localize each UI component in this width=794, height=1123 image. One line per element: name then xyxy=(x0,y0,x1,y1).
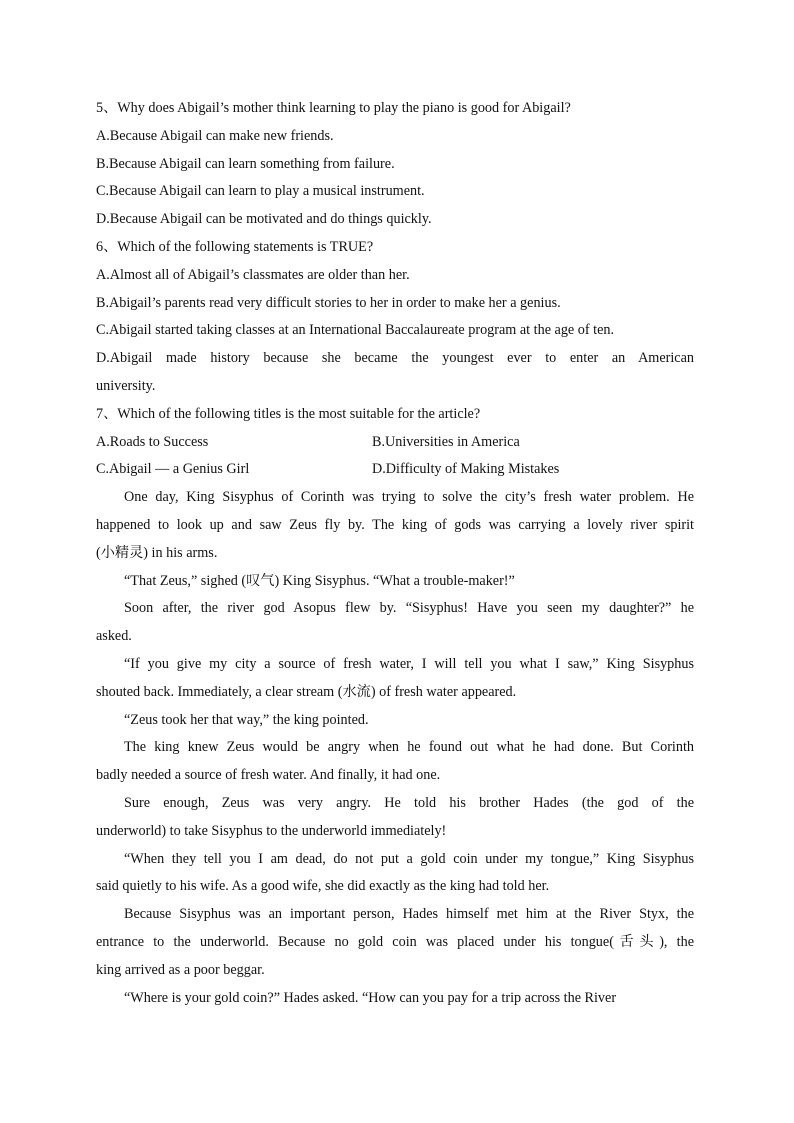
question-5-option-b: B.Because Abigail can learn something from failure. xyxy=(96,155,395,172)
passage-paragraph xyxy=(96,734,694,790)
question-7-options-row-1 xyxy=(96,429,694,457)
question-6-option-d-line2: university. xyxy=(96,377,156,394)
passage-paragraph xyxy=(96,846,694,902)
question-5-stem: 5、Why does Abigail’s mother think learning to play the piano is good for Abigail? xyxy=(96,100,571,116)
passage-line: king arrived as a poor beggar. xyxy=(96,961,265,978)
passage-line: “That Zeus,” sighed (叹气) King Sisyphus. “What a trouble-maker!” xyxy=(124,572,515,589)
passage-line: “Zeus took her that way,” the king pointed. xyxy=(124,711,369,728)
passage-line: entrance to the underworld. Because no gold coin was placed under his tongue(舌头), the xyxy=(96,933,694,950)
passage-line: “If you give my city a source of fresh water, I will tell you what I saw,” King Sisyphus xyxy=(124,655,694,672)
passage-line: Because Sisyphus was an important person, Hades himself met him at the River Styx, the xyxy=(124,906,694,923)
passage-paragraph xyxy=(96,651,694,707)
passage-line: underworld) to take Sisyphus to the underworld immediately! xyxy=(96,822,447,839)
passage-line: shouted back. Immediately, a clear stream (水流) of fresh water appeared. xyxy=(96,683,517,700)
question-7-stem: 7、Which of the following titles is the most suitable for the article? xyxy=(96,405,481,422)
passage-paragraph xyxy=(96,568,694,596)
question-6-stem: 6、Which of the following statements is TRUE? xyxy=(96,238,374,255)
passage-line: “Where is your gold coin?” Hades asked. “How can you pay for a trip across the River xyxy=(124,989,617,1006)
passage-paragraph xyxy=(96,790,694,846)
passage-line: Sure enough, Zeus was very angry. He told his brother Hades (the god of the xyxy=(124,794,694,811)
passage-line: “When they tell you I am dead, do not put a gold coin under my tongue,” King Sisyphus xyxy=(124,850,694,867)
question-6-option-b: B.Abigail’s parents read very difficult stories to her in order to make her a genius. xyxy=(96,294,561,311)
passage-line: said quietly to his wife. As a good wife, she did exactly as the king had told her. xyxy=(96,878,550,895)
passage-line: One day, King Sisyphus of Corinth was trying to solve the city’s fresh water problem. He xyxy=(124,489,694,506)
question-7-option-b: B.Universities in America xyxy=(372,433,520,450)
document-content xyxy=(96,95,694,1012)
question-6-option-a: A.Almost all of Abigail’s classmates are older than her. xyxy=(96,266,410,283)
passage-paragraph xyxy=(96,901,694,984)
passage-line: Soon after, the river god Asopus flew by. “Sisyphus! Have you seen my daughter?” he xyxy=(124,600,694,617)
passage-line: happened to look up and saw Zeus fly by. The king of gods was carrying a lovely river spirit xyxy=(96,516,694,533)
passage-paragraph xyxy=(96,707,694,735)
passage-line: asked. xyxy=(96,628,132,645)
passage-line: badly needed a source of fresh water. And finally, it had one. xyxy=(96,767,441,784)
passage-line: The king knew Zeus would be angry when he found out what he had done. But Corinth xyxy=(124,739,694,756)
passage-paragraph xyxy=(96,985,694,1013)
passage-paragraph xyxy=(96,484,694,567)
question-5-option-c: C.Because Abigail can learn to play a musical instrument. xyxy=(96,183,425,200)
question-7-option-c: C.Abigail — a Genius Girl xyxy=(96,461,250,478)
question-7-option-a: A.Roads to Success xyxy=(96,433,209,450)
question-5-option-d: D.Because Abigail can be motivated and do things quickly. xyxy=(96,211,432,228)
passage-line: (小精灵) in his arms. xyxy=(96,544,218,561)
question-6-option-c: C.Abigail started taking classes at an International Baccalaureate program at the age of ten. xyxy=(96,322,615,339)
question-5-option-a: A.Because Abigail can make new friends. xyxy=(96,127,334,144)
question-7-options-row-2 xyxy=(96,456,694,484)
passage-paragraph xyxy=(96,595,694,651)
question-6-option-d-line1: D.Abigail made history because she became the youngest ever to enter an American xyxy=(96,350,694,367)
question-7-option-d: D.Difficulty of Making Mistakes xyxy=(372,461,560,478)
passage xyxy=(96,484,694,1012)
